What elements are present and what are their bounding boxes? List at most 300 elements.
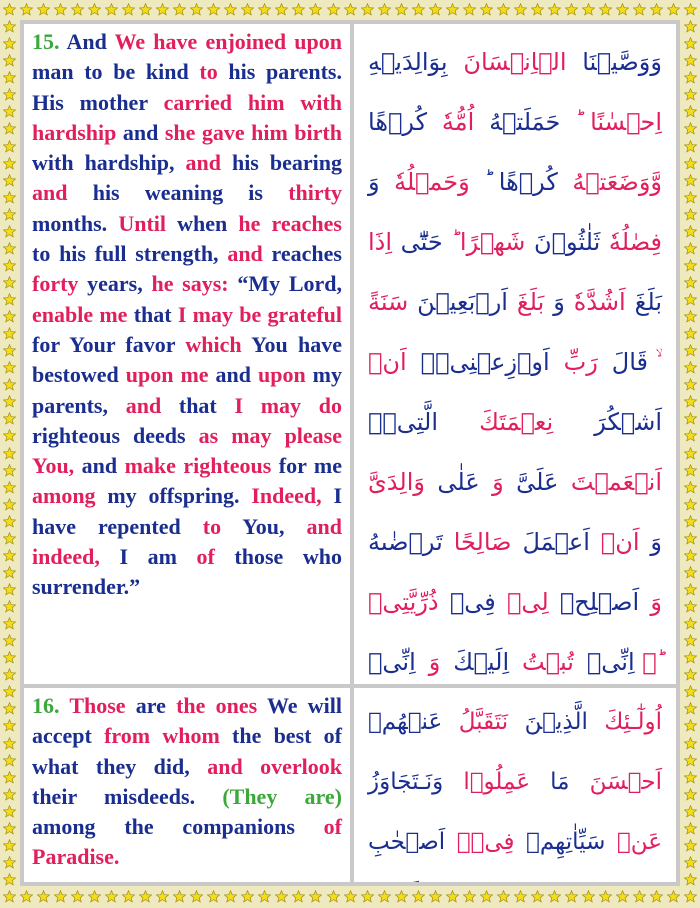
star-icon — [633, 890, 646, 903]
star-icon — [3, 225, 16, 238]
star-icon — [684, 429, 697, 442]
star-icon — [3, 191, 16, 204]
star-icon — [327, 890, 340, 903]
translation-segment: she gave him birth — [164, 119, 342, 145]
star-icon — [3, 532, 16, 545]
arabic-word: وَوَصَّيۡنَا — [566, 48, 662, 76]
star-icon — [3, 242, 16, 255]
star-icon — [684, 54, 697, 67]
translation-segment: and — [125, 392, 179, 418]
star-icon — [684, 378, 697, 391]
arabic-word: وَنَـتَجَاوَزُ — [368, 769, 444, 795]
arabic-word: اِذَا — [368, 228, 393, 256]
arabic-word: ذُرِّيَّتِىۡ ؕۚ — [368, 588, 657, 676]
star-icon — [599, 890, 612, 903]
arabic-word: وَ — [415, 648, 441, 676]
translation-segment: months. — [32, 210, 119, 236]
translation-segment: I may be grateful — [177, 301, 343, 327]
arabic-word: وَّوَضَعَتۡهُ — [557, 168, 662, 196]
star-icon — [684, 805, 697, 818]
star-icon — [3, 890, 16, 903]
star-icon — [684, 737, 697, 750]
arabic-word: الَّذِيۡنَ — [508, 709, 588, 735]
translation-segment: that — [133, 301, 178, 327]
star-icon — [3, 105, 16, 118]
arabic-word: قَالَ — [597, 348, 649, 376]
star-icon — [667, 890, 680, 903]
star-icon — [3, 327, 16, 340]
star-icon — [684, 532, 697, 545]
star-icon — [3, 771, 16, 784]
arabic-word: كُرۡهًا — [368, 108, 428, 136]
star-icon — [224, 890, 237, 903]
star-icon — [684, 447, 697, 460]
star-icon — [3, 719, 16, 732]
star-icon — [3, 259, 16, 272]
translation-segment: upon — [257, 362, 313, 388]
translation-segment: with hardship, — [32, 150, 186, 176]
translation-segment: Indeed, — [251, 483, 334, 509]
star-icon — [156, 890, 169, 903]
star-icon — [684, 3, 697, 16]
translation-segment: We have enjoined upon — [114, 29, 342, 54]
verse-15-arabic-cell — [354, 24, 676, 684]
translation-segment: as may please You, — [32, 422, 343, 479]
translation-segment: the best of what they did, — [32, 723, 343, 779]
star-icon — [309, 890, 322, 903]
star-icon — [684, 242, 697, 255]
star-icon — [463, 3, 476, 16]
star-icon — [3, 856, 16, 869]
star-icon — [3, 140, 16, 153]
arabic-word: اُمُّهٗ — [427, 108, 475, 136]
arabic-word: عَنۡهُمۡ — [368, 709, 443, 735]
star-icon — [684, 668, 697, 681]
star-icon — [684, 327, 697, 340]
star-icon — [3, 634, 16, 647]
star-icon — [361, 3, 374, 16]
arabic-word: اَنۡ — [368, 348, 407, 376]
star-icon — [3, 412, 16, 425]
arabic-word: اَصۡلِحۡ — [548, 588, 640, 616]
star-icon — [684, 344, 697, 357]
translation-segment: and — [122, 119, 165, 145]
translation-segment: to — [199, 59, 229, 85]
arabic-word: رَبِّ — [549, 348, 598, 376]
star-icon — [139, 3, 152, 16]
arabic-word: وَ — [639, 588, 662, 616]
star-icon — [3, 54, 16, 67]
star-icon — [361, 890, 374, 903]
translation-segment: for Your favor — [32, 331, 186, 357]
star-icon — [684, 157, 697, 170]
star-icon — [3, 378, 16, 391]
star-icon — [3, 344, 16, 357]
translation-segment: (They are) — [222, 783, 342, 809]
arabic-word: اَشۡكُرَ — [553, 408, 662, 436]
star-icon — [446, 890, 459, 903]
star-icon — [514, 3, 527, 16]
star-icon — [650, 3, 663, 16]
star-icon — [412, 3, 425, 16]
star-icon — [684, 122, 697, 135]
translation-segment: of — [196, 544, 235, 570]
star-icon — [684, 276, 697, 289]
star-icon — [684, 771, 697, 784]
translation-segment: which — [185, 331, 252, 357]
star-icon — [684, 788, 697, 801]
translation-segment: I have repented — [32, 483, 342, 539]
star-icon — [684, 822, 697, 835]
verse-number: 15. — [32, 29, 60, 54]
star-icon — [54, 890, 67, 903]
arabic-word: سَيِّاٰتِهِمۡ — [514, 829, 606, 855]
translation-segment: righteous deeds — [32, 422, 199, 448]
star-icon — [3, 822, 16, 835]
translation-segment: those who surrender.” — [32, 544, 343, 600]
star-icon — [565, 3, 578, 16]
arabic-word: لِىۡ — [495, 588, 549, 616]
star-icon — [497, 3, 510, 16]
arabic-word: اَنۡ — [589, 528, 640, 556]
star-icon — [633, 3, 646, 16]
translation-segment: thirty — [288, 180, 342, 206]
star-icon — [548, 3, 561, 16]
translation-segment: years, — [87, 271, 152, 297]
star-icon — [37, 890, 50, 903]
arabic-word: اَوۡزِعۡنِىۡۤ — [406, 348, 550, 376]
arabic-word: وَ — [479, 468, 504, 496]
arabic-word: وَ — [368, 168, 380, 196]
translation-segment: their misdeeds. — [32, 783, 223, 809]
translation-segment: and indeed, — [32, 513, 342, 570]
star-icon — [37, 3, 50, 16]
translation-segment: when — [177, 210, 239, 236]
star-icon — [3, 464, 16, 477]
star-icon — [224, 3, 237, 16]
arabic-word: اِلَيۡكَ — [440, 648, 510, 676]
star-icon — [344, 3, 357, 16]
star-icon — [684, 515, 697, 528]
arabic-word: نَتَقَبَّلُ — [442, 709, 509, 735]
translation-segment: upon me — [125, 362, 216, 388]
translation-segment: You have bestowed — [32, 331, 343, 388]
star-icon — [684, 105, 697, 118]
translation-segment: Until — [118, 210, 178, 236]
star-icon — [3, 668, 16, 681]
star-icon — [684, 719, 697, 732]
star-icon — [582, 890, 595, 903]
star-icon — [684, 208, 697, 221]
arabic-word: اِنِّىۡ — [368, 648, 416, 676]
translation-segment: and — [81, 453, 125, 479]
translation-segment: enable me — [32, 301, 134, 327]
translation-segment: his weaning is — [92, 180, 289, 206]
arabic-word: عَلٰى — [424, 468, 480, 496]
star-icon — [88, 3, 101, 16]
star-icon — [684, 464, 697, 477]
star-icon — [429, 890, 442, 903]
star-icon — [599, 3, 612, 16]
star-icon — [650, 890, 663, 903]
star-icon — [3, 873, 16, 886]
arabic-word: الَّتِىۡۤ — [368, 408, 439, 436]
star-icon — [327, 3, 340, 16]
translation-segment: his parents. His mother — [32, 59, 342, 115]
star-icon — [684, 839, 697, 852]
arabic-word: بَلَغَ — [625, 288, 663, 316]
star-icon — [684, 481, 697, 494]
verse-15-english — [24, 24, 350, 603]
arabic-word: فِىۡۤ — [445, 829, 515, 855]
star-icon — [684, 259, 697, 272]
arabic-word: صَالِحًا — [442, 528, 512, 556]
star-icon — [344, 890, 357, 903]
star-icon — [3, 617, 16, 630]
star-icon — [71, 890, 84, 903]
translation-segment: from whom — [104, 723, 233, 749]
arabic-word: وَ — [639, 528, 662, 556]
arabic-word: فِىۡ — [438, 588, 496, 616]
star-icon — [684, 600, 697, 613]
star-icon — [241, 890, 254, 903]
star-icon — [531, 3, 544, 16]
star-icon — [3, 583, 16, 596]
star-icon — [173, 3, 186, 16]
arabic-word: وَالِدَىَّ — [368, 468, 425, 496]
star-icon — [3, 174, 16, 187]
star-icon — [3, 157, 16, 170]
star-icon — [378, 3, 391, 16]
star-icon — [684, 856, 697, 869]
star-icon — [684, 754, 697, 767]
arabic-word: اُولٰٓـئِكَ — [587, 709, 662, 735]
star-icon — [3, 208, 16, 221]
star-icon — [684, 395, 697, 408]
star-icon — [684, 498, 697, 511]
star-icon — [684, 140, 697, 153]
star-icon — [684, 361, 697, 374]
star-icon — [565, 890, 578, 903]
arabic-word: اَشُدَّهٗ — [564, 288, 626, 316]
translation-segment: and overlook — [207, 753, 342, 779]
translation-segment: and — [227, 241, 272, 267]
star-icon — [3, 122, 16, 135]
star-icon — [3, 754, 16, 767]
arabic-word: اَعۡمَلَ — [511, 528, 590, 556]
star-icon — [3, 788, 16, 801]
star-icon — [497, 890, 510, 903]
star-icon — [684, 225, 697, 238]
arabic-word: الۡاِنۡسَانَ — [447, 48, 567, 76]
translation-segment: the ones — [176, 693, 268, 718]
star-icon — [684, 702, 697, 715]
arabic-word: سَنَةً ۙ — [368, 288, 662, 376]
star-icon — [275, 3, 288, 16]
star-icon — [3, 310, 16, 323]
star-icon — [207, 3, 220, 16]
star-icon — [684, 412, 697, 425]
arabic-word: اِحۡسٰنًا ؕ — [560, 108, 662, 136]
star-icon — [582, 3, 595, 16]
translation-segment: his bearing — [231, 150, 342, 176]
star-icon — [105, 890, 118, 903]
translation-segment: and — [32, 180, 93, 206]
star-icon — [684, 634, 697, 647]
star-icon — [616, 890, 629, 903]
translation-segment: Those — [69, 693, 136, 718]
translation-segment: You, — [242, 513, 307, 539]
verse-15-arabic — [354, 24, 676, 684]
star-icon — [531, 890, 544, 903]
star-icon — [667, 3, 680, 16]
star-icon — [241, 3, 254, 16]
star-icon — [3, 293, 16, 306]
star-icon — [139, 890, 152, 903]
arabic-word: اَحۡسَنَ — [569, 769, 663, 795]
star-icon — [156, 3, 169, 16]
star-icon — [258, 3, 271, 16]
translation-segment: my offspring. — [107, 483, 252, 509]
star-icon — [684, 174, 697, 187]
arabic-word: ثَلٰثُوۡنَ — [525, 228, 601, 256]
star-icon — [3, 549, 16, 562]
star-icon — [684, 617, 697, 630]
translation-segment: that — [178, 392, 235, 418]
star-icon — [3, 276, 16, 289]
star-icon — [3, 566, 16, 579]
verse-table — [20, 20, 680, 886]
arabic-word: كُرۡهًا ؕ — [469, 168, 558, 196]
star-icon — [463, 890, 476, 903]
star-icon — [395, 3, 408, 16]
translation-segment: “My Lord, — [237, 271, 342, 297]
translation-segment: and — [185, 150, 232, 176]
star-icon — [429, 3, 442, 16]
star-icon — [616, 3, 629, 16]
star-icon — [548, 890, 561, 903]
arabic-word: فِصٰلُهٗ — [600, 228, 662, 256]
star-icon — [3, 839, 16, 852]
star-icon — [684, 37, 697, 50]
arabic-word: وَحَمۡلُهٗ — [379, 168, 470, 196]
arabic-word: عَلَىَّ — [503, 468, 559, 496]
star-icon — [684, 293, 697, 306]
verse-16-arabic — [354, 688, 676, 882]
star-icon — [3, 88, 16, 101]
translation-segment: my parents, — [32, 362, 342, 418]
star-icon — [684, 651, 697, 664]
star-icon — [122, 3, 135, 16]
translation-segment: We will accept — [32, 693, 342, 749]
arabic-word: حَمَلَتۡهُ — [474, 108, 561, 136]
star-icon — [3, 805, 16, 818]
arabic-word: اَصۡحٰبِ — [368, 829, 446, 855]
star-icon — [207, 890, 220, 903]
star-icon — [378, 890, 391, 903]
star-icon — [3, 447, 16, 460]
star-icon — [3, 515, 16, 528]
translation-segment: to his full strength, — [32, 241, 228, 267]
verse-16-arabic-cell — [354, 688, 676, 882]
star-icon — [446, 3, 459, 16]
arabic-word: اِنِّىۡ — [573, 648, 635, 676]
star-icon — [684, 20, 697, 33]
verse-15-english-cell — [24, 24, 350, 684]
translation-segment: man to be kind — [32, 59, 200, 85]
star-icon — [190, 3, 203, 16]
star-icon — [3, 498, 16, 511]
star-icon — [684, 890, 697, 903]
star-icon — [292, 3, 305, 16]
translation-segment: and — [215, 362, 258, 388]
star-icon — [684, 685, 697, 698]
star-icon — [173, 890, 186, 903]
star-icon — [412, 890, 425, 903]
star-icon — [480, 3, 493, 16]
star-icon — [684, 549, 697, 562]
star-icon — [3, 3, 16, 16]
arabic-word: بِوَالِدَیۡهِ — [368, 48, 448, 76]
translation-segment: I am — [119, 544, 197, 570]
star-icon — [3, 651, 16, 664]
star-icon — [684, 873, 697, 886]
arabic-word: تُبۡتُ — [509, 648, 574, 676]
star-icon — [3, 20, 16, 33]
arabic-word: اَرۡبَعِيۡنَ — [408, 288, 508, 316]
star-icon — [395, 890, 408, 903]
star-icon — [3, 600, 16, 613]
star-icon — [3, 481, 16, 494]
star-icon — [3, 361, 16, 374]
arabic-word: شَهۡرًا ؕ — [442, 228, 526, 256]
star-icon — [105, 3, 118, 16]
star-icon — [54, 3, 67, 16]
verse-16-english — [24, 688, 350, 873]
arabic-word: مَا — [530, 769, 570, 795]
star-icon — [258, 890, 271, 903]
arabic-word: نِعۡمَتَكَ — [438, 408, 554, 436]
star-icon — [20, 3, 33, 16]
star-icon — [71, 3, 84, 16]
translation-segment: forty — [32, 271, 88, 297]
translation-segment: reaches — [271, 241, 342, 267]
translation-segment: for me — [278, 453, 343, 479]
translation-segment: of Paradise. — [32, 814, 342, 870]
star-icon — [3, 737, 16, 750]
star-icon — [684, 583, 697, 596]
translation-segment: among the companions — [32, 814, 324, 840]
translation-segment: carried him with hardship — [32, 89, 342, 145]
translation-segment: he reaches — [238, 210, 342, 236]
star-icon — [684, 566, 697, 579]
arabic-word: عَمِلُوۡا — [443, 769, 531, 795]
star-icon — [3, 702, 16, 715]
translation-segment: among — [32, 483, 108, 509]
star-icon — [3, 37, 16, 50]
arabic-word: عَنۡ — [605, 829, 662, 855]
star-icon — [480, 890, 493, 903]
star-icon — [3, 71, 16, 84]
star-icon — [122, 890, 135, 903]
arabic-word: وَ — [544, 288, 565, 316]
star-icon — [684, 88, 697, 101]
star-icon — [684, 310, 697, 323]
verse-16-english-cell — [24, 688, 350, 882]
star-icon — [684, 191, 697, 204]
verse-number: 16. — [32, 693, 60, 718]
star-icon — [3, 685, 16, 698]
